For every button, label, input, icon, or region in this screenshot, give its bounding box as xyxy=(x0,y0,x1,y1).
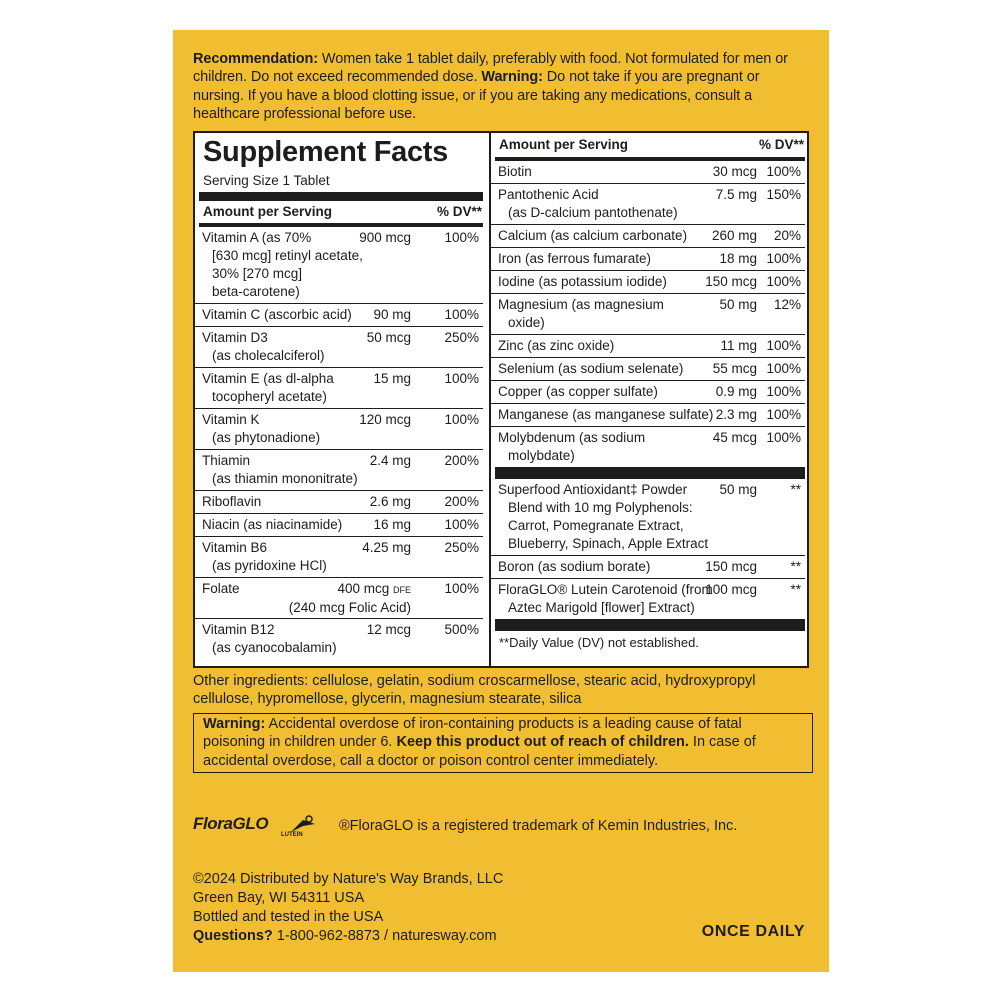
floraglo-logo xyxy=(193,814,321,842)
nutrient-name-text: Iodine (as potassium iodide) xyxy=(498,274,667,289)
nutrient-name-text: Vitamin K xyxy=(202,412,260,427)
nutrient-name xyxy=(498,360,805,378)
nutrient-name xyxy=(202,306,483,324)
nutrient-name-text: Molybdenum (as sodium xyxy=(498,430,646,445)
nutrient-detail: Aztec Marigold [flower] Extract) xyxy=(508,600,695,615)
nutrient-row xyxy=(491,248,805,271)
nutrient-amount xyxy=(373,370,411,388)
nutrient-detail: (as cholecalciferol) xyxy=(212,348,325,363)
nutrient-amount-value: 260 mg xyxy=(711,228,757,243)
nutrient-row xyxy=(195,619,483,659)
nutrient-amount-value: 30 mcg xyxy=(712,164,757,179)
nutrient-amount xyxy=(713,360,757,378)
nutrient-amount xyxy=(362,539,411,557)
nutrient-name-text: Selenium (as sodium selenate) xyxy=(498,361,684,376)
dv-header-label: % DV** xyxy=(758,137,804,152)
nutrient-name xyxy=(498,337,805,355)
trademark-notice: ®FloraGLO is a registered trademark of Kemin Industries, Inc. xyxy=(339,818,738,834)
nutrient-name xyxy=(498,227,805,245)
distributor-line: ©2024 Distributed by Nature's Way Brands, LLC xyxy=(193,871,504,887)
dv-header-label: % DV** xyxy=(436,204,482,219)
nutrient-detail: (as pyridoxine HCl) xyxy=(212,558,327,573)
nutrient-name xyxy=(498,481,805,553)
nutrient-detail: Blend with 10 mg Polyphenols: xyxy=(508,500,693,515)
nutrient-name-text: Vitamin D3 xyxy=(202,330,268,345)
nutrient-name-text: Magnesium (as magnesium xyxy=(498,297,664,312)
nutrient-amount-value: 400 mcg xyxy=(337,581,390,596)
nutrient-row xyxy=(195,514,483,537)
bottled-note: Bottled and tested in the USA xyxy=(193,909,384,925)
distributor-info xyxy=(193,870,503,946)
nutrient-row xyxy=(491,404,805,427)
nutrient-name xyxy=(498,429,805,465)
nutrient-dv: 100% xyxy=(444,581,479,596)
nutrient-row xyxy=(195,227,483,304)
nutrient-amount-value: 55 mcg xyxy=(712,361,757,376)
facts-title: Supplement Facts xyxy=(203,136,448,168)
nutrient-dv: 12% xyxy=(773,297,801,312)
nutrient-dv: 100% xyxy=(766,384,801,399)
right-nutrient-rows xyxy=(491,161,809,467)
floraglo-logo-sub: LUTEIN xyxy=(281,832,303,838)
label-panel xyxy=(173,30,829,972)
warning-label: Warning: xyxy=(481,69,543,86)
nutrient-amount-value: 4.25 mg xyxy=(362,540,411,555)
nutrient-name-text: Riboflavin xyxy=(202,494,262,509)
nutrient-amount xyxy=(367,621,411,639)
nutrient-row xyxy=(491,381,805,404)
facts-right-column xyxy=(489,133,809,666)
nutrient-detail: (as thiamin mononitrate) xyxy=(212,471,358,486)
nutrient-name xyxy=(202,329,483,365)
nutrient-name-text: Vitamin E (as dl-alpha xyxy=(202,371,334,386)
iron-warning-label: Warning: xyxy=(203,716,266,732)
nutrient-amount xyxy=(719,296,757,314)
nutrient-amount-value: 2.3 mg xyxy=(715,407,757,422)
nutrient-name xyxy=(498,406,805,424)
nutrient-amount xyxy=(705,558,757,576)
nutrient-row xyxy=(491,556,805,579)
recommendation-label: Recommendation: xyxy=(193,51,318,67)
nutrient-amount xyxy=(713,163,757,181)
nutrient-amount-value: 150 mcg xyxy=(705,559,757,574)
nutrient-detail: beta-carotene) xyxy=(212,284,300,299)
nutrient-row xyxy=(195,409,483,450)
nutrient-name xyxy=(202,539,483,575)
nutrient-amount-value: 12 mcg xyxy=(366,622,411,637)
nutrient-amount-value: 90 mg xyxy=(373,307,411,322)
nutrient-amount-value: 100 mcg xyxy=(705,582,757,597)
nutrient-name xyxy=(498,250,805,268)
nutrient-amount-value: 45 mcg xyxy=(712,430,757,445)
nutrient-detail: (as phytonadione) xyxy=(212,430,321,445)
iron-warning-text: Accidental overdose of iron-containing products is a leading cause of fatal poisoning in children under 6. xyxy=(203,716,742,751)
iron-warning-text-2: In case of accidental overdose, call a doctor or poison control center immediately. xyxy=(203,734,756,769)
nutrient-row xyxy=(491,427,805,467)
nutrient-name xyxy=(202,493,483,511)
nutrient-dv: ** xyxy=(790,582,801,597)
nutrient-amount-value: 50 mg xyxy=(719,297,757,312)
thick-divider xyxy=(495,467,805,479)
nutrient-name xyxy=(498,163,805,181)
nutrient-name-text: Thiamin xyxy=(202,453,251,468)
nutrient-dv: 100% xyxy=(444,371,479,386)
nutrient-name xyxy=(498,273,805,291)
nutrient-detail: Carrot, Pomegranate Extract, xyxy=(508,518,684,533)
thick-divider xyxy=(495,619,805,631)
nutrient-amount xyxy=(373,516,411,534)
nutrient-name-text: Iron (as ferrous fumarate) xyxy=(498,251,652,266)
nutrient-row xyxy=(195,578,483,619)
nutrient-amount xyxy=(716,383,757,401)
nutrient-name xyxy=(202,621,483,657)
nutrient-row xyxy=(195,327,483,368)
nutrient-name-text: Vitamin B6 xyxy=(202,540,268,555)
nutrient-amount xyxy=(712,227,757,245)
iron-warning-box xyxy=(193,713,813,773)
nutrient-detail: molybdate) xyxy=(508,448,575,463)
nutrient-row xyxy=(491,225,805,248)
dv-footnote: **Daily Value (DV) not established. xyxy=(499,635,699,650)
nutrient-dv: 100% xyxy=(766,164,801,179)
nutrient-name xyxy=(498,581,805,617)
nutrient-detail: (as D-calcium pantothenate) xyxy=(508,205,678,220)
nutrient-dv: 250% xyxy=(444,330,479,345)
amount-header xyxy=(195,201,487,223)
other-ingredients: Other ingredients: cellulose, gelatin, sodium croscarmellose, stearic acid, hydroxypropyl cellulose, hypromellose, glycerin, magnesium stearate, silica xyxy=(193,673,756,708)
nutrient-row xyxy=(491,579,805,619)
facts-left-column xyxy=(195,133,487,666)
nutrient-dv: ** xyxy=(790,482,801,497)
nutrient-name-text: Biotin xyxy=(498,164,532,179)
recommendation-body: Women take 1 tablet daily, preferably with food. Not formulated for men or children. Do not exceed recommended dose. xyxy=(193,51,788,86)
warning-body: Do not take if you are pregnant or nursing. If you have a blood clotting issue, or if you are taking any medications, consult a healthcare professional before use. xyxy=(193,69,760,122)
questions-line xyxy=(193,927,503,946)
nutrient-dv: 20% xyxy=(773,228,801,243)
nutrient-amount xyxy=(370,493,411,511)
questions-contact: 1-800-962-8873 / naturesway.com xyxy=(272,928,497,944)
nutrient-dv: 100% xyxy=(444,307,479,322)
nutrient-amount-note: (240 mcg Folic Acid) xyxy=(288,600,411,615)
nutrient-dv: 200% xyxy=(444,453,479,468)
other-nutrient-rows xyxy=(491,479,809,619)
nutrient-amount-value: 50 mg xyxy=(719,482,757,497)
nutrient-amount xyxy=(719,481,757,499)
left-nutrient-rows xyxy=(195,227,487,659)
nutrient-name xyxy=(202,370,483,406)
nutrient-amount xyxy=(289,580,411,617)
nutrient-detail: Blueberry, Spinach, Apple Extract xyxy=(508,536,709,551)
nutrient-amount-value: 150 mcg xyxy=(705,274,757,289)
recommendation-text xyxy=(193,50,813,123)
nutrient-name-text: Copper (as copper sulfate) xyxy=(498,384,658,399)
nutrient-row xyxy=(491,358,805,381)
nutrient-row xyxy=(491,271,805,294)
nutrient-name xyxy=(202,411,483,447)
nutrient-dv: 100% xyxy=(766,338,801,353)
nutrient-dv: 100% xyxy=(766,274,801,289)
nutrient-amount xyxy=(367,329,411,347)
nutrient-amount xyxy=(705,581,757,599)
serving-size: Serving Size 1 Tablet xyxy=(203,173,330,188)
nutrient-amount xyxy=(720,337,757,355)
nutrient-name-text: Calcium (as calcium carbonate) xyxy=(498,228,688,243)
nutrient-dv: 150% xyxy=(766,187,801,202)
nutrient-dv: 200% xyxy=(444,494,479,509)
nutrient-amount xyxy=(719,250,757,268)
distributor-address: Green Bay, WI 54311 USA xyxy=(193,890,365,906)
nutrient-name-text: Vitamin B12 xyxy=(202,622,275,637)
nutrient-dv: 100% xyxy=(766,407,801,422)
nutrient-detail: tocopheryl acetate) xyxy=(212,389,327,404)
nutrient-amount-value: 2.6 mg xyxy=(369,494,411,509)
nutrient-amount-value: 7.5 mg xyxy=(715,187,757,202)
amount-header-label: Amount per Serving xyxy=(203,204,333,219)
nutrient-dv: 100% xyxy=(766,361,801,376)
nutrient-row xyxy=(195,450,483,491)
nutrient-dv: 100% xyxy=(444,230,479,245)
nutrient-name xyxy=(202,516,483,534)
nutrient-amount xyxy=(359,411,411,429)
nutrient-name xyxy=(498,383,805,401)
nutrient-name-text: Superfood Antioxidant‡ Powder xyxy=(498,482,688,497)
nutrient-detail: 30% [270 mcg] xyxy=(212,266,303,281)
iron-warning-bold: Keep this product out of reach of children. xyxy=(396,734,689,751)
nutrient-amount xyxy=(716,186,757,204)
nutrient-name-text: Vitamin A (as 70% xyxy=(202,230,312,245)
nutrient-row xyxy=(195,304,483,327)
nutrient-detail: [630 mcg] retinyl acetate, xyxy=(212,248,363,263)
nutrient-row xyxy=(491,184,805,225)
once-daily-tag: ONCE DAILY xyxy=(701,923,805,940)
nutrient-amount-value: 16 mg xyxy=(373,517,411,532)
nutrient-amount xyxy=(370,452,411,470)
nutrient-dv: ** xyxy=(790,559,801,574)
nutrient-amount-value: 0.9 mg xyxy=(715,384,757,399)
nutrient-amount-value: 11 mg xyxy=(720,338,757,353)
nutrient-amount xyxy=(705,273,757,291)
nutrient-amount-unit: DFE xyxy=(393,585,411,595)
nutrient-name-text: Boron (as sodium borate) xyxy=(498,559,651,574)
nutrient-row xyxy=(491,335,805,358)
nutrient-amount-value: 18 mg xyxy=(719,251,757,266)
nutrient-row xyxy=(195,537,483,578)
nutrient-name-text: Niacin (as niacinamide) xyxy=(202,517,343,532)
nutrient-amount-value: 15 mg xyxy=(373,371,411,386)
nutrient-detail: oxide) xyxy=(508,315,545,330)
nutrient-row xyxy=(491,479,805,556)
nutrient-name xyxy=(498,296,805,332)
nutrient-amount-value: 120 mcg xyxy=(359,412,411,427)
nutrient-name xyxy=(202,229,483,301)
thick-divider xyxy=(199,192,483,201)
nutrient-dv: 500% xyxy=(444,622,479,637)
nutrient-name-text: Zinc (as zinc oxide) xyxy=(498,338,615,353)
nutrient-amount xyxy=(716,406,757,424)
nutrient-row xyxy=(195,491,483,514)
floraglo-logo-text: FloraGLO xyxy=(193,814,269,833)
nutrient-detail: (as cyanocobalamin) xyxy=(212,640,337,655)
supplement-facts-table xyxy=(193,131,809,668)
nutrient-amount-value: 50 mcg xyxy=(366,330,411,345)
nutrient-dv: 100% xyxy=(444,517,479,532)
nutrient-amount-value: 2.4 mg xyxy=(369,453,411,468)
nutrient-amount-value: 900 mcg xyxy=(359,230,411,245)
sun-icon xyxy=(289,814,317,834)
nutrient-name-text: FloraGLO® Lutein Carotenoid (from xyxy=(498,582,713,597)
nutrient-dv: 100% xyxy=(444,412,479,427)
nutrient-name-text: Pantothenic Acid xyxy=(498,187,599,202)
nutrient-row xyxy=(491,294,805,335)
amount-header-right xyxy=(491,133,809,157)
nutrient-row xyxy=(195,368,483,409)
nutrient-row xyxy=(491,161,805,184)
nutrient-dv: 250% xyxy=(444,540,479,555)
nutrient-amount xyxy=(359,229,411,247)
nutrient-name xyxy=(498,558,805,576)
nutrient-name-text: Manganese (as manganese sulfate) xyxy=(498,407,714,422)
nutrient-dv: 100% xyxy=(766,430,801,445)
amount-header-label: Amount per Serving xyxy=(499,137,629,152)
nutrient-name-text: Folate xyxy=(202,581,240,596)
nutrient-name-text: Vitamin C (ascorbic acid) xyxy=(202,307,352,322)
nutrient-amount xyxy=(373,306,411,324)
nutrient-dv: 100% xyxy=(766,251,801,266)
nutrient-name xyxy=(498,186,805,222)
nutrient-name xyxy=(202,452,483,488)
nutrient-amount xyxy=(713,429,757,447)
questions-label: Questions? xyxy=(193,928,273,944)
